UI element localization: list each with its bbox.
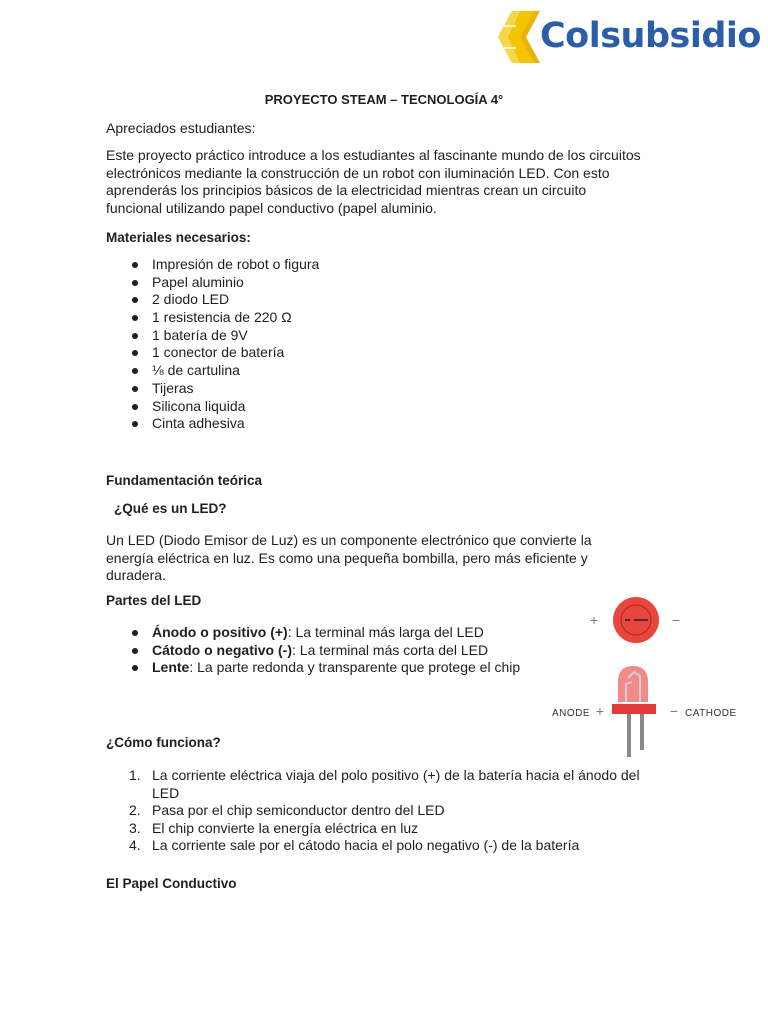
- cathode-lead: [640, 714, 644, 750]
- step-number: 2.: [129, 802, 141, 818]
- parts-heading: Partes del LED: [106, 593, 202, 608]
- list-item: [106, 624, 520, 642]
- minus-sign-top: −: [671, 612, 681, 628]
- list-item: 1 batería de 9V: [106, 327, 319, 345]
- step-number: 3.: [129, 819, 141, 836]
- list-item: Impresión de robot o figura: [106, 256, 319, 274]
- list-item: 1 conector de batería: [106, 344, 319, 362]
- list-item: [106, 659, 520, 677]
- list-item: [106, 767, 652, 802]
- page-title: PROYECTO STEAM – TECNOLOGÍA 4°: [264, 92, 504, 107]
- step-number: 1.: [129, 767, 141, 783]
- logo-wordmark: Colsubsidio: [540, 16, 761, 56]
- minus-sign-side: −: [669, 703, 679, 719]
- materials-list: [106, 256, 319, 433]
- colsubsidio-mark-icon: [490, 8, 542, 66]
- list-item: Tijeras: [106, 380, 319, 398]
- list-item: [106, 802, 652, 820]
- list-item: [106, 820, 652, 838]
- led-body: [618, 666, 648, 702]
- list-item: [106, 642, 520, 660]
- cathode-label: CATHODE: [685, 708, 737, 719]
- list-item: ⅛ de cartulina: [106, 362, 319, 380]
- part-term: Lente: [152, 659, 190, 676]
- how-steps: [106, 767, 652, 855]
- list-item: [106, 837, 652, 855]
- intro-paragraph: Este proyecto práctico introduce a los estudiantes al fascinante mundo de los circuitos electrónicos mediante la construcción de un robot con iluminación LED. Con esto aprenderás los principios básicos de la electricidad mientras crean un circuito funcional utilizando papel conductivo (papel aluminio.: [106, 147, 641, 216]
- list-item: 2 diodo LED: [106, 291, 319, 309]
- part-term: Cátodo o negativo (-): [152, 641, 292, 658]
- greeting: Apreciados estudiantes:: [106, 120, 256, 136]
- led-flange: [612, 704, 656, 714]
- step-number: 4.: [129, 837, 141, 853]
- plus-sign-top: +: [589, 612, 599, 628]
- list-item: Papel aluminio: [106, 274, 319, 292]
- parts-list: [106, 624, 520, 677]
- materials-heading: Materiales necesarios:: [106, 230, 251, 245]
- led-paragraph: Un LED (Diodo Emisor de Luz) es un componente electrónico que convierte la energía eléctrica en luz. Es como una pequeña bombilla, pero más eficiente y duradera.: [106, 532, 592, 583]
- anode-label: ANODE: [552, 708, 591, 719]
- step-text: La corriente sale por el cátodo hacia el polo negativo (-) de la batería: [152, 837, 580, 853]
- step-text: Pasa por el chip semiconductor dentro del LED: [152, 802, 445, 818]
- part-term: Ánodo o positivo (+): [152, 624, 288, 640]
- paper-heading: El Papel Conductivo: [106, 876, 237, 891]
- list-item: Cinta adhesiva: [106, 415, 319, 433]
- plus-sign-side: +: [595, 703, 605, 719]
- how-heading: ¿Cómo funciona?: [106, 735, 221, 750]
- part-desc: : La terminal más corta del LED: [292, 641, 489, 658]
- part-desc: : La terminal más larga del LED: [287, 624, 484, 640]
- step-text: La corriente eléctrica viaja del polo positivo (+) de la batería hacia el ánodo del LED: [152, 767, 640, 801]
- step-text: El chip convierte la energía eléctrica en luz: [152, 819, 419, 836]
- colsubsidio-logo: [490, 8, 760, 66]
- led-diagram: [548, 592, 748, 767]
- theory-heading: Fundamentación teórica: [106, 473, 263, 488]
- part-desc: : La parte redonda y transparente que protege el chip: [189, 659, 521, 676]
- list-item: 1 resistencia de 220 Ω: [106, 309, 319, 327]
- list-item: Silicona liquida: [106, 398, 319, 416]
- led-question: ¿Qué es un LED?: [114, 501, 227, 516]
- anode-lead: [627, 714, 631, 757]
